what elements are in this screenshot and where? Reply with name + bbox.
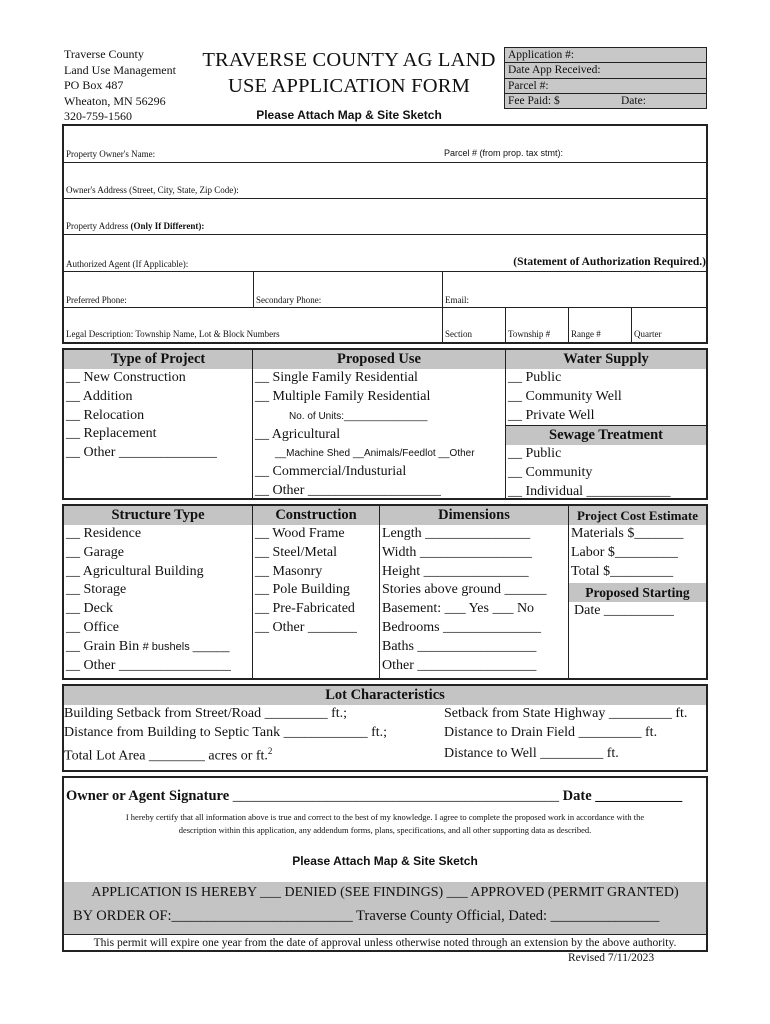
bushels-field: # bushels ______ — [142, 640, 230, 653]
signature-row[interactable] — [66, 788, 682, 805]
structure-type-header: Structure Type — [64, 506, 252, 525]
agent-row[interactable] — [64, 235, 706, 272]
section-label: Section — [445, 329, 472, 339]
attach-sketch-note: Please Attach Map & Site Sketch — [292, 854, 478, 868]
cost-estimate-header: Project Cost Estimate — [569, 506, 706, 525]
street-setback-field[interactable]: Building Setback from Street/Road _________ ft.; — [64, 706, 348, 721]
owner-name-label: Property Owner's Name: — [66, 149, 156, 159]
divider — [253, 272, 254, 308]
date-received-field[interactable] — [505, 63, 706, 78]
fee-date-label: Date: — [621, 94, 646, 107]
order-of-line[interactable]: BY ORDER OF:_________________________ Traverse County Official, Dated: _______________ — [73, 908, 660, 924]
option-pole-building[interactable]: __ Pole Building — [255, 582, 350, 598]
option-new-construction[interactable]: __ New Construction — [66, 370, 186, 385]
option-multiple-family[interactable]: __ Multiple Family Residential — [255, 388, 431, 404]
structure-type-column — [64, 506, 252, 678]
option-sewage-public[interactable]: __ Public — [508, 446, 562, 462]
construction-column — [253, 506, 379, 678]
form-title — [196, 47, 502, 99]
property-address-row[interactable] — [64, 199, 706, 235]
option-structure-other[interactable]: __ Other ________________ — [66, 657, 231, 673]
form-subtitle: Please Attach Map & Site Sketch — [256, 108, 442, 122]
starting-date-field[interactable]: Date __________ — [574, 603, 674, 619]
height-field[interactable]: Height _______________ — [382, 563, 529, 579]
option-sewage-community[interactable]: __ Community — [508, 465, 593, 481]
basement-field[interactable]: Basement: ___ Yes ___ No — [382, 601, 535, 617]
option-use-other[interactable]: __ Other ___________________ — [255, 483, 441, 499]
parcel-number-field[interactable] — [505, 79, 706, 94]
signature-date-field: Date ____________ — [562, 788, 683, 804]
option-construction-other[interactable]: __ Other _______ — [255, 619, 357, 635]
lot-characteristics-header: Lot Characteristics — [64, 686, 706, 705]
application-number-field[interactable] — [505, 48, 706, 63]
signature-section — [62, 776, 708, 952]
well-distance-field[interactable]: Distance to Well _________ ft. — [444, 746, 619, 761]
option-deck[interactable]: __ Deck — [66, 601, 114, 617]
option-storage[interactable]: __ Storage — [66, 582, 127, 598]
highway-setback-field[interactable]: Setback from State Highway _________ ft. — [444, 706, 688, 721]
option-sewage-individual[interactable]: __ Individual ____________ — [508, 483, 671, 499]
sewage-treatment-header: Sewage Treatment — [506, 425, 706, 445]
option-addition[interactable]: __ Addition — [66, 388, 133, 404]
form-title-line1: TRAVERSE COUNTY AG LAND — [202, 49, 496, 71]
divider — [442, 272, 443, 308]
option-agricultural-building[interactable]: __ Agricultural Building — [66, 563, 204, 579]
squared-superscript: 2 — [267, 746, 273, 756]
project-use-section — [62, 348, 708, 500]
lot-area-field[interactable] — [64, 746, 272, 765]
structure-section — [62, 504, 708, 680]
option-office[interactable]: __ Office — [66, 619, 119, 635]
approval-block — [64, 882, 706, 934]
owner-address-label: Owner's Address (Street, City, State, Zip Code): — [66, 185, 239, 195]
proposed-starting-header: Proposed Starting — [569, 583, 706, 602]
option-masonry[interactable]: __ Masonry — [255, 563, 323, 579]
divider — [442, 308, 443, 342]
water-sewage-column — [506, 350, 706, 498]
permit-expiration-note: This permit will expire one year from the date of approval unless otherwise noted through an extension by the above authority. — [64, 934, 706, 950]
township-label: Township # — [508, 329, 551, 339]
authorization-note: (Statement of Authorization Required.) — [513, 256, 706, 268]
project-type-header: Type of Project — [64, 350, 252, 369]
total-cost-field[interactable]: Total $_________ — [571, 563, 674, 579]
date-received-label: Date App Received: — [508, 64, 601, 77]
cost-column — [569, 506, 706, 678]
lot-area-text: Total Lot Area ________ acres or ft. — [64, 748, 268, 764]
option-commercial[interactable]: __ Commercial/Industurial — [255, 464, 407, 480]
quarter-label: Quarter — [634, 329, 662, 339]
fee-paid-field[interactable] — [505, 94, 706, 109]
range-label: Range # — [571, 329, 601, 339]
dimensions-other-field[interactable]: Other _________________ — [382, 657, 537, 673]
phone-number: 320-759-1560 — [64, 109, 132, 123]
lot-characteristics-section — [62, 684, 708, 772]
grain-bin-label: __ Grain Bin — [66, 638, 140, 654]
option-wood-frame[interactable]: __ Wood Frame — [255, 526, 345, 541]
certification-text — [64, 811, 706, 837]
owner-address-row[interactable] — [64, 163, 706, 199]
signature-line: _____________________________________________ — [232, 788, 560, 804]
dimensions-header: Dimensions — [380, 506, 568, 525]
number-of-units-field[interactable]: No. of Units:_______________ — [289, 410, 428, 422]
option-community-well[interactable]: __ Community Well — [508, 388, 622, 404]
baths-field[interactable]: Baths _________________ — [382, 638, 537, 654]
form-title-line2: USE APPLICATION FORM — [227, 75, 471, 97]
proposed-use-column — [253, 350, 505, 498]
option-single-family[interactable]: __ Single Family Residential — [255, 370, 418, 385]
application-number-label: Application #: — [508, 49, 575, 61]
agent-label: Authorized Agent (If Applicable): — [66, 259, 189, 269]
owner-name-row[interactable] — [64, 126, 706, 163]
office-use-box — [504, 47, 707, 109]
parcel-number-label: Parcel #: — [508, 79, 549, 92]
fee-paid-label: Fee Paid: $ — [508, 94, 560, 107]
option-agricultural[interactable]: __ Agricultural — [255, 426, 341, 442]
property-address-text: Property Address — [66, 221, 129, 231]
property-address-label — [66, 221, 204, 231]
owner-info-section — [62, 124, 708, 344]
only-if-different-text: (Only If Different): — [130, 221, 205, 231]
county-name: Traverse County — [64, 47, 144, 61]
option-pre-fabricated[interactable]: __ Pre-Fabricated — [255, 601, 355, 617]
materials-cost-field[interactable]: Materials $_______ — [571, 526, 684, 541]
city-state-zip: Wheaton, MN 56296 — [64, 93, 166, 108]
drain-field-distance-field[interactable]: Distance to Drain Field _________ ft. — [444, 725, 658, 740]
option-water-public[interactable]: __ Public — [508, 370, 562, 385]
option-project-other[interactable]: __ Other ______________ — [66, 445, 217, 461]
option-garage[interactable]: __ Garage — [66, 544, 124, 560]
dimensions-column — [380, 506, 568, 678]
revision-date: Revised 7/11/2023 — [568, 952, 655, 964]
preferred-phone-label: Preferred Phone: — [66, 295, 127, 305]
secondary-phone-label: Secondary Phone: — [256, 295, 322, 305]
option-relocation[interactable]: __ Relocation — [66, 407, 145, 423]
septic-distance-field[interactable]: Distance from Building to Septic Tank ____________ ft.; — [64, 725, 388, 740]
parcel-label: Parcel # (from prop. tax stmt): — [444, 148, 564, 158]
certification-line1: I hereby certify that all information above is true and correct to the best of my knowledge. I agree to complete the proposed work in accordance with the — [125, 812, 645, 822]
option-replacement[interactable]: __ Replacement — [66, 426, 157, 442]
proposed-use-header: Proposed Use — [253, 350, 505, 369]
construction-header: Construction — [253, 506, 379, 525]
option-steel-metal[interactable]: __ Steel/Metal — [255, 544, 338, 560]
divider — [505, 308, 506, 342]
water-supply-header: Water Supply — [506, 350, 706, 369]
email-label: Email: — [445, 295, 469, 305]
certification-line2: description within this application, any addendum forms, plans, specifications, and all other supporting data as described. — [178, 825, 592, 835]
agricultural-subtypes[interactable]: __Machine Shed __Animals/Feedlot __Other — [275, 448, 475, 460]
project-type-column — [64, 350, 252, 498]
signature-label: Owner or Agent Signature — [66, 788, 230, 804]
length-field[interactable]: Length _______________ — [382, 526, 531, 541]
stories-field[interactable]: Stories above ground ______ — [382, 582, 547, 598]
legal-description-label: Legal Description: Township Name, Lot & Block Numbers — [66, 329, 280, 339]
labor-cost-field[interactable]: Labor $_________ — [571, 544, 678, 560]
divider — [631, 308, 632, 342]
county-address — [64, 47, 176, 125]
option-residence[interactable]: __ Residence — [66, 526, 142, 541]
option-private-well[interactable]: __ Private Well — [508, 407, 595, 423]
approval-status-line[interactable]: APPLICATION IS HEREBY ___ DENIED (SEE FINDINGS) ___ APPROVED (PERMIT GRANTED) — [91, 885, 679, 900]
divider — [568, 308, 569, 342]
width-field[interactable]: Width ________________ — [382, 544, 532, 560]
legal-description-row — [64, 308, 706, 342]
bedrooms-field[interactable]: Bedrooms ______________ — [382, 619, 542, 635]
department-name: Land Use Management — [64, 62, 176, 77]
option-grain-bin[interactable] — [64, 638, 252, 657]
phone-row — [64, 272, 706, 308]
po-box: PO Box 487 — [64, 78, 124, 92]
